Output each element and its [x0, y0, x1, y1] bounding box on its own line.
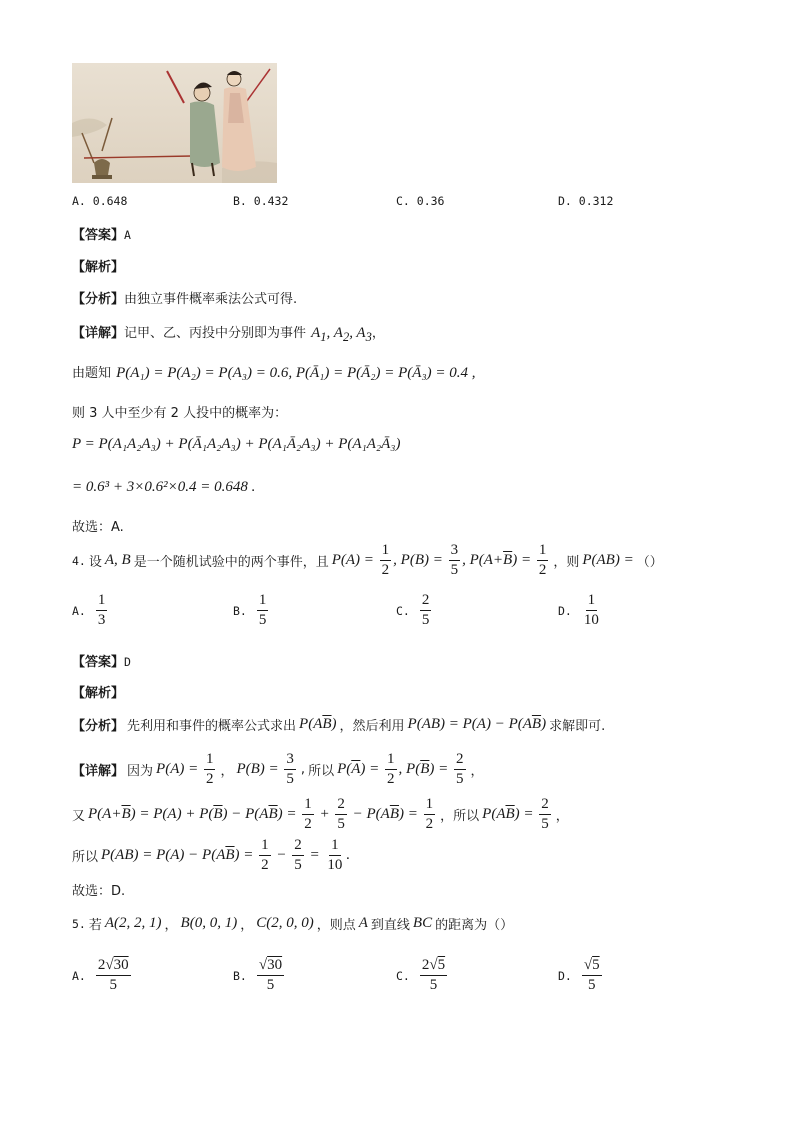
answer-tag: 【答案】 [72, 655, 125, 670]
q3-fenxi-line [72, 288, 297, 307]
q5-stem-d: 的距离为（） [435, 918, 514, 933]
q4-number: 4. [72, 553, 86, 568]
q4-fenxi-line: 【分析】 先利用和事件的概率公式求出 $P(A\overline{B})$ ，然后利用 $P(AB) = P(A) - P(A\overline{B})$ 求解即可. [72, 716, 606, 734]
q4-option-c: C. $\frac{2}{5}$ [396, 592, 430, 628]
q3-option-c: C. 0.36 [396, 194, 445, 208]
q5-stem-b: ，则点 [316, 918, 356, 933]
q4-option-b: B. $\frac{1}{5}$ [233, 592, 267, 628]
q4-choose: 故选：D. [72, 884, 126, 899]
q3-result-line: = 0.6³ + 3×0.6²×0.4 = 0.648 . [72, 479, 256, 495]
fenxi-text: 由独立事件概率乘法公式可得. [124, 292, 298, 307]
so3-text: 所以 [72, 850, 99, 865]
answer-value: A [124, 228, 131, 242]
answer-value: D [124, 655, 131, 669]
q5-option-c: C. $\frac{2√5}{5}$ [396, 957, 446, 993]
q4-detail-line: 【详解】 因为 P(A) = $\frac{1}{2}$ ， P(B) = $\frac{3}{5}$ , 所以 $P(\overline{A})$ = $\frac{1}{2}$ , $P(\overline{B})$ = $\frac{2}{5}$ ， [72, 751, 484, 787]
q4-option-d: D. $\frac{1}{10}$ [558, 592, 599, 628]
q5-stem-a: 若 [88, 918, 102, 933]
detail-a: 因为 [127, 764, 154, 779]
illustration-painting [72, 63, 277, 183]
q4-again-line: 又 $P(A+\overline{B}) = P(A) + P(\overline{B}) - P(A\overline{B})$ = $\frac{1}{2}$ + $\frac{2}{5}$ − $P(A\overline{B})$ = $\frac{1}{2}$ ，所以 $P(A\overline{B})$ = $\frac{2}{5}$ ， [72, 796, 569, 832]
q4-so-line: 所以 $P(AB) = P(A) - P(A\overline{B})$ = $\frac{1}{2}$ − $\frac{2}{5}$ = $\frac{1}{10}$ . [72, 837, 351, 873]
q5-option-d: D. $\frac{√5}{5}$ [558, 957, 600, 993]
q5-number: 5. [72, 916, 86, 931]
q4-option-a: A. $\frac{1}{3}$ [72, 592, 106, 628]
q4-stem: 4. 设 A, B 是一个随机试验中的两个事件，且 P(A) = $\frac{1}{2}$ , P(B) = $\frac{3}{5}$ , $P(A+\overline{B})$ = $\frac{1}{2}$ ，则 P(AB) = （） [72, 542, 663, 578]
q3-option-b: B. 0.432 [233, 194, 289, 208]
q4-stem-end: （） [636, 555, 663, 570]
painting-figures [72, 63, 277, 183]
q3-option-d: D. 0.312 [558, 194, 614, 208]
q3-answer-line [72, 224, 131, 243]
analysis-tag: 【解析】 [72, 260, 125, 275]
answer-tag: 【答案】 [72, 228, 125, 243]
q4-answer-line [72, 651, 131, 670]
fenxi-b: ，然后利用 [339, 719, 405, 734]
fenxi-c: 求解即可. [549, 719, 606, 734]
fenxi-a: 先利用和事件的概率公式求出 [127, 719, 297, 734]
detail-tag: 【详解】 [72, 326, 125, 341]
detail-tag: 【详解】 [72, 764, 125, 779]
q3-choose: 故选：A. [72, 520, 124, 535]
q3-given-line [72, 362, 476, 382]
q5-stem-c: 到直线 [370, 918, 410, 933]
q5-stem: 5. 若 A(2, 2, 1) ， B(0, 0, 1) ， C(2, 0, 0) ，则点 A 到直线 BC 的距离为（） [72, 915, 514, 933]
given-math: P(A₁) = P(A₂) = P(A₃) = 0.6, P(Ā₁) = P(Ā₂) = P(Ā₃) = 0.4 , [116, 365, 476, 381]
q3-detail-line: 【详解】记甲、乙、丙投中分别即为事件 $A_1$, $A_2$, $A_3$， [72, 325, 385, 344]
q5-option-a: A. $\frac{2√30}{5}$ [72, 957, 129, 993]
q3-option-a: A. 0.648 [72, 194, 128, 208]
fenxi-tag: 【分析】 [72, 292, 125, 307]
q3-then-line: 则 3 人中至少有 2 人投中的概率为： [72, 406, 288, 421]
q3-formula-line: P = P(A₁A₂A₃) + P(Ā₁A₂A₃) + P(A₁Ā₂A₃) + P(A₁A₂Ā₃) [72, 436, 401, 452]
q4-stem-b: 是一个随机试验中的两个事件，且 [133, 555, 329, 570]
given-prefix: 由题知 [72, 366, 112, 381]
fenxi-tag: 【分析】 [72, 719, 125, 734]
q4-stem-a: 设 [88, 555, 102, 570]
q4-stem-c: ，则 [553, 555, 580, 570]
detail-b: 所以 [308, 764, 335, 779]
so2-text: ，所以 [440, 809, 480, 824]
detail-events: $A_1$, $A_2$, $A_3$ [311, 325, 372, 344]
analysis-tag: 【解析】 [72, 686, 125, 701]
detail-text: 记甲、乙、丙投中分别即为事件 [124, 326, 307, 341]
again-text: 又 [72, 809, 86, 824]
q5-option-b: B. $\frac{√30}{5}$ [233, 957, 283, 993]
